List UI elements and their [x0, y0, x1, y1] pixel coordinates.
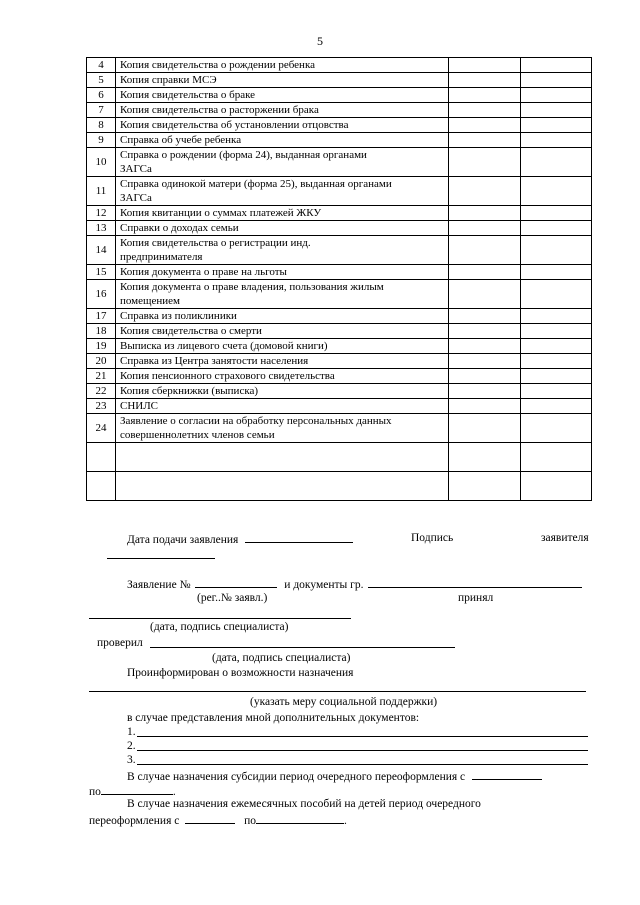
- check-cell[interactable]: [449, 265, 521, 280]
- document-name-line: Копия свидетельства о смерти: [120, 325, 262, 337]
- document-name-line: Справка о рождении (форма 24), выданная органами: [120, 149, 367, 161]
- document-name: [116, 369, 449, 384]
- period-end: .: [172, 786, 176, 798]
- document-name-line: Копия свидетельства о рождении ребенка: [120, 59, 316, 71]
- row-number: 8: [87, 118, 116, 133]
- check-cell[interactable]: [521, 354, 592, 369]
- check-cell[interactable]: [521, 384, 592, 399]
- empty-cell[interactable]: [87, 472, 116, 501]
- row-number: 22: [87, 384, 116, 399]
- document-name: [116, 88, 449, 103]
- table-row: [87, 103, 592, 118]
- informed-label: Проинформирован о возможности назначения: [127, 667, 354, 679]
- document-name-line: ЗАГСа: [120, 192, 152, 204]
- document-name-line: Копия сберкнижки (выписка): [120, 385, 259, 397]
- applicant-label: заявителя: [541, 532, 589, 544]
- allowance-from-field[interactable]: [185, 812, 235, 824]
- table-row: [87, 324, 592, 339]
- check-cell[interactable]: [449, 384, 521, 399]
- check-cell[interactable]: [521, 280, 592, 309]
- item-3-field[interactable]: [137, 764, 588, 765]
- empty-cell[interactable]: [116, 443, 449, 472]
- document-name: [116, 309, 449, 324]
- check-cell[interactable]: [449, 236, 521, 265]
- document-name-line: Справка об учебе ребенка: [120, 134, 242, 146]
- signature-label: Подпись: [411, 532, 454, 544]
- document-name: [116, 354, 449, 369]
- check-cell[interactable]: [449, 206, 521, 221]
- check-cell[interactable]: [449, 399, 521, 414]
- row-number: 12: [87, 206, 116, 221]
- check-cell[interactable]: [521, 324, 592, 339]
- checked-label: проверил: [97, 637, 143, 649]
- table-row: [87, 309, 592, 324]
- document-name-line: Копия свидетельства об установлении отцовства: [120, 119, 349, 131]
- item-3-label: 3.: [127, 754, 136, 766]
- subsidy-text: В случае назначения субсидии период очередного переоформления с: [127, 771, 466, 783]
- date-line: [127, 531, 353, 547]
- document-name: [116, 414, 449, 443]
- documents-table: [86, 57, 592, 501]
- support-measure-field[interactable]: [89, 691, 586, 692]
- allowance-period-line: [89, 812, 347, 828]
- check-cell[interactable]: [521, 339, 592, 354]
- item-1-label: 1.: [127, 726, 136, 738]
- check-cell[interactable]: [449, 414, 521, 443]
- check-cell[interactable]: [521, 265, 592, 280]
- document-name: [116, 280, 449, 309]
- empty-row: [87, 472, 592, 501]
- row-number: 14: [87, 236, 116, 265]
- check-cell[interactable]: [449, 118, 521, 133]
- subsidy-line: [127, 768, 542, 784]
- row-number: 11: [87, 177, 116, 206]
- document-name-line: Копия документа о праве владения, пользования жилым: [120, 281, 384, 293]
- document-name-line: Копия пенсионного страхового свидетельства: [120, 370, 335, 382]
- citizen-name-field[interactable]: [368, 576, 582, 588]
- item-2-label: 2.: [127, 740, 136, 752]
- check-cell[interactable]: [449, 73, 521, 88]
- table-row: [87, 399, 592, 414]
- document-name: [116, 206, 449, 221]
- table-row: [87, 414, 592, 443]
- table-row: [87, 280, 592, 309]
- document-name-line: предпринимателя: [120, 251, 203, 263]
- check-cell[interactable]: [449, 309, 521, 324]
- check-cell[interactable]: [521, 118, 592, 133]
- row-number: 7: [87, 103, 116, 118]
- check-cell[interactable]: [449, 177, 521, 206]
- check-cell[interactable]: [449, 88, 521, 103]
- statement-line: [127, 576, 582, 592]
- document-name-line: СНИЛС: [120, 400, 159, 412]
- specialist-note-1: (дата, подпись специалиста): [150, 621, 289, 633]
- check-cell[interactable]: [449, 339, 521, 354]
- check-cell[interactable]: [449, 369, 521, 384]
- table-row: [87, 58, 592, 73]
- checked-line: [97, 636, 143, 650]
- check-cell[interactable]: [449, 148, 521, 177]
- document-name: [116, 103, 449, 118]
- empty-cell[interactable]: [521, 472, 592, 501]
- check-cell[interactable]: [449, 133, 521, 148]
- table-row: [87, 177, 592, 206]
- table-row: [87, 236, 592, 265]
- document-name: [116, 384, 449, 399]
- check-cell[interactable]: [449, 280, 521, 309]
- document-name-line: Копия свидетельства о регистрации инд.: [120, 237, 311, 249]
- check-cell[interactable]: [521, 148, 592, 177]
- statement-label: Заявление №: [127, 579, 191, 591]
- subsidy-from-field[interactable]: [472, 768, 542, 780]
- support-note: (указать меру социальной поддержки): [250, 696, 438, 708]
- empty-cell[interactable]: [449, 472, 521, 501]
- document-name-line: Копия квитанции о суммах платежей ЖКУ: [120, 207, 322, 219]
- document-name-line: Копия свидетельства о расторжении брака: [120, 104, 319, 116]
- row-number: 4: [87, 58, 116, 73]
- check-cell[interactable]: [521, 236, 592, 265]
- table-row: [87, 354, 592, 369]
- specialist-note-2: (дата, подпись специалиста): [212, 652, 351, 664]
- reg-note: (рег..№ заявл.): [197, 592, 268, 604]
- item-1-field[interactable]: [137, 736, 588, 737]
- check-cell[interactable]: [449, 58, 521, 73]
- empty-cell[interactable]: [87, 443, 116, 472]
- empty-cell[interactable]: [449, 443, 521, 472]
- check-cell[interactable]: [521, 177, 592, 206]
- check-cell[interactable]: [449, 221, 521, 236]
- check-cell[interactable]: [521, 103, 592, 118]
- row-number: 19: [87, 339, 116, 354]
- check-cell[interactable]: [521, 414, 592, 443]
- table-row: [87, 369, 592, 384]
- row-number: 13: [87, 221, 116, 236]
- document-name-line: Справки о доходах семьи: [120, 222, 239, 234]
- row-number: 18: [87, 324, 116, 339]
- empty-row: [87, 443, 592, 472]
- table-row: [87, 265, 592, 280]
- po-label-2: по: [244, 815, 256, 827]
- allowance-to-field[interactable]: [256, 812, 344, 824]
- reregistration-from-label: переоформления с: [89, 815, 180, 827]
- check-cell[interactable]: [449, 103, 521, 118]
- table-row: [87, 221, 592, 236]
- applicant-signature-field[interactable]: [107, 558, 215, 559]
- document-name-line: совершеннолетних членов семьи: [120, 429, 275, 441]
- check-cell[interactable]: [449, 324, 521, 339]
- subsidy-to-field[interactable]: [101, 783, 173, 795]
- document-name: [116, 324, 449, 339]
- check-cell[interactable]: [449, 354, 521, 369]
- docs-label: и документы гр.: [284, 579, 364, 591]
- item-2-field[interactable]: [137, 750, 588, 751]
- document-name-line: ЗАГСа: [120, 163, 152, 175]
- check-cell[interactable]: [521, 58, 592, 73]
- document-name: [116, 265, 449, 280]
- document-name-line: Справка одинокой матери (форма 25), выданная органами: [120, 178, 392, 190]
- checked-by-field[interactable]: [150, 647, 455, 648]
- table-row: [87, 133, 592, 148]
- document-name: [116, 339, 449, 354]
- check-cell[interactable]: [521, 133, 592, 148]
- table-row: [87, 88, 592, 103]
- date-label: Дата подачи заявления: [127, 534, 239, 546]
- document-name-line: Копия свидетельства о браке: [120, 89, 256, 101]
- table-row: [87, 118, 592, 133]
- po-label-1: по: [89, 786, 101, 798]
- document-name: [116, 133, 449, 148]
- table-row: [87, 206, 592, 221]
- table-row: [87, 384, 592, 399]
- table-row: [87, 339, 592, 354]
- document-name: [116, 58, 449, 73]
- check-cell[interactable]: [521, 369, 592, 384]
- document-name-line: Копия справки МСЭ: [120, 74, 217, 86]
- document-name: [116, 118, 449, 133]
- document-name: [116, 236, 449, 265]
- table-row: [87, 148, 592, 177]
- document-name: [116, 73, 449, 88]
- end-dot: .: [344, 815, 347, 827]
- row-number: 5: [87, 73, 116, 88]
- row-number: 9: [87, 133, 116, 148]
- document-name-line: Справка из поликлиники: [120, 310, 237, 322]
- check-cell[interactable]: [521, 88, 592, 103]
- row-number: 15: [87, 265, 116, 280]
- document-name-line: Копия документа о праве на льготы: [120, 266, 287, 278]
- date-field[interactable]: [245, 531, 353, 543]
- allowance-text: В случае назначения ежемесячных пособий на детей период очередного: [127, 798, 481, 810]
- additional-docs-label: в случае представления мной дополнительных документов:: [127, 712, 420, 724]
- row-number: 21: [87, 369, 116, 384]
- check-cell[interactable]: [521, 73, 592, 88]
- accepted-by-field[interactable]: [89, 618, 351, 619]
- page-number: 5: [317, 34, 323, 48]
- row-number: 6: [87, 88, 116, 103]
- document-name: [116, 148, 449, 177]
- check-cell[interactable]: [521, 399, 592, 414]
- document-name-line: Заявление о согласии на обработку персональных данных: [120, 415, 392, 427]
- accepted-label: принял: [458, 592, 494, 604]
- row-number: 20: [87, 354, 116, 369]
- check-cell[interactable]: [521, 221, 592, 236]
- empty-cell[interactable]: [116, 472, 449, 501]
- check-cell[interactable]: [521, 206, 592, 221]
- table-row: [87, 73, 592, 88]
- row-number: 17: [87, 309, 116, 324]
- document-name: [116, 221, 449, 236]
- document-name: [116, 177, 449, 206]
- empty-cell[interactable]: [521, 443, 592, 472]
- document-name-line: Справка из Центра занятости населения: [120, 355, 309, 367]
- document-name: [116, 399, 449, 414]
- row-number: 23: [87, 399, 116, 414]
- document-name-line: Выписка из лицевого счета (домовой книги): [120, 340, 328, 352]
- row-number: 16: [87, 280, 116, 309]
- row-number: 24: [87, 414, 116, 443]
- check-cell[interactable]: [521, 309, 592, 324]
- document-name-line: помещением: [120, 295, 180, 307]
- row-number: 10: [87, 148, 116, 177]
- statement-number-field[interactable]: [195, 576, 277, 588]
